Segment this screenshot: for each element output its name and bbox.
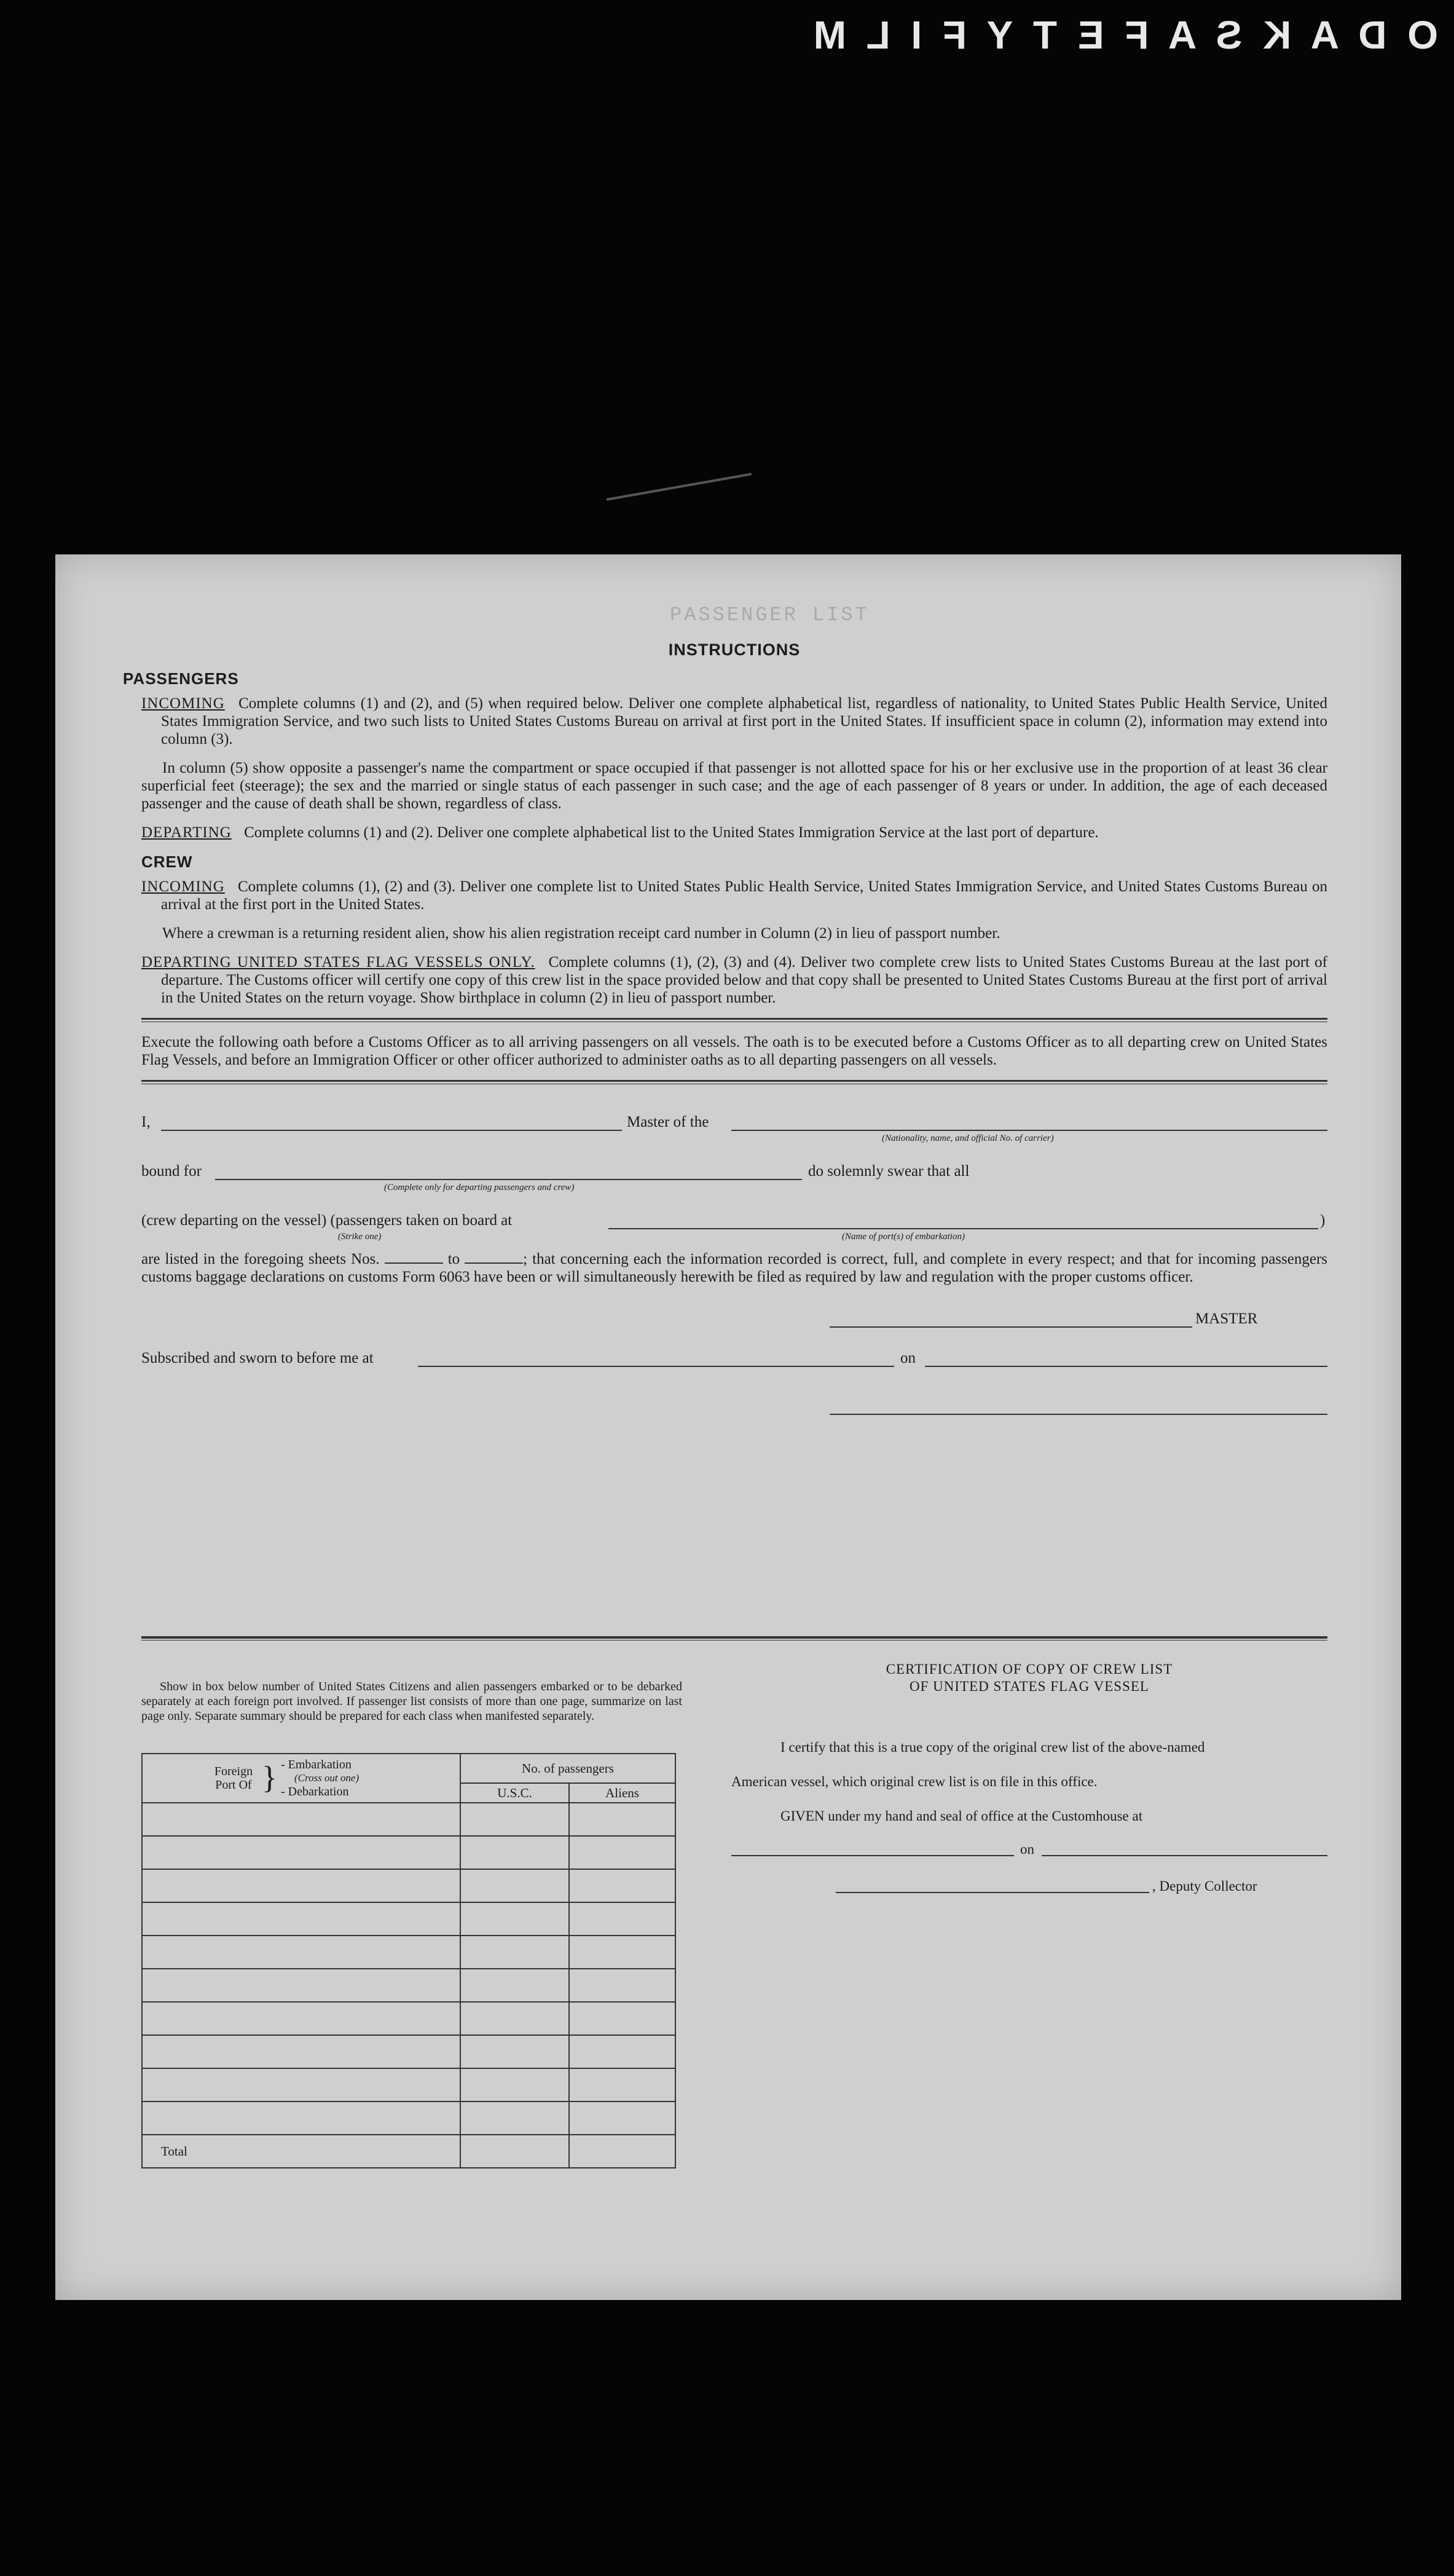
foreign-port-label: Foreign Port Of [214, 1765, 253, 1792]
embarkation-line [141, 1212, 1327, 1248]
film-scratch [606, 473, 752, 501]
i-label: I, [141, 1114, 151, 1130]
subscribed-line [141, 1350, 1327, 1385]
bound-for-field[interactable] [215, 1179, 802, 1180]
cross-out-label: (Cross out one) [294, 1772, 360, 1784]
cert-on-label: on [1020, 1841, 1034, 1857]
solemnly-swear-label: do solemnly swear that all [808, 1163, 970, 1180]
usc-header: U.S.C. [460, 1783, 569, 1803]
master-of-label: Master of the [627, 1114, 709, 1130]
sheets-paragraph [141, 1250, 1327, 1286]
master-name-field[interactable] [161, 1130, 622, 1131]
american-vessel-text: American vessel, which original crew list is on file in this office. [731, 1774, 1098, 1789]
table-row [142, 1836, 675, 1869]
sworn-date-field[interactable] [925, 1366, 1327, 1367]
table-row [142, 2101, 675, 2135]
deputy-collector-label: , Deputy Collector [1152, 1878, 1257, 1894]
embarkation-label: - Embarkation [280, 1758, 352, 1771]
sheet-to-field[interactable] [465, 1262, 523, 1264]
table-row [142, 1936, 675, 1969]
ports-hint: (Name of port(s) of embarkation) [842, 1232, 965, 1242]
document-page [55, 554, 1401, 2300]
table-row [142, 1969, 675, 2002]
crew-heading: CREW [141, 853, 193, 871]
bound-for-line [141, 1163, 1327, 1199]
master-line [141, 1114, 1327, 1149]
subscribed-label: Subscribed and sworn to before me at [141, 1350, 374, 1366]
master-label: MASTER [1195, 1310, 1258, 1327]
section-divider [141, 1080, 1327, 1084]
bleed-through-text: PASSENGER LIST [670, 604, 870, 626]
lower-divider [141, 1636, 1327, 1641]
crew-incoming-text: Complete columns (1), (2) and (3). Deliver one complete list to United States Public Health Service, United States Immigration Service, and United States Customs Bureau on arrival at the first port in the United States. [161, 878, 1327, 913]
sheets-text: ; that concerning each the information recorded is correct, full, and complete in every respect; and that for incoming passengers customs baggage declarations on customs Form 6063 have been or will simultaneously herewith be filed as required by law and regulation with the proper customs officer. [141, 1251, 1328, 1285]
total-row [142, 2135, 675, 2168]
bound-for-label: bound for [141, 1163, 202, 1180]
crew-passengers-label: (crew departing on the vessel) (passengers taken on board at [141, 1212, 513, 1229]
passengers-incoming-paragraph [141, 695, 1327, 748]
aliens-header: Aliens [569, 1783, 675, 1803]
oath-instructions: Execute the following oath before a Customs Officer as to all arriving passengers on all vessels. The oath is to be executed before a Customs Officer as to all departing crew on United States Flag Vessels, and before an Immigration Officer or other officer authorized to administer oaths as to all departing passengers on all vessels. [141, 1034, 1327, 1068]
close-paren: ) [1320, 1212, 1326, 1229]
total-label: Total [142, 2135, 460, 2168]
total-aliens-cell[interactable] [569, 2135, 675, 2168]
crew-incoming-paragraph [141, 878, 1327, 913]
deputy-collector-line [731, 1878, 1327, 1915]
embarkation-ports-field[interactable] [608, 1228, 1318, 1229]
table-row [142, 1869, 675, 1902]
table-row [142, 2002, 675, 2035]
sworn-place-field[interactable] [418, 1366, 894, 1367]
passengers-incoming-lead: INCOMING [141, 695, 225, 712]
foreign-port-header [142, 1754, 460, 1803]
crew-incoming-lead: INCOMING [141, 878, 225, 895]
table-row [142, 2068, 675, 2101]
sworn-on-label: on [900, 1350, 916, 1366]
bound-for-hint: (Complete only for departing passengers and crew) [384, 1183, 575, 1192]
strike-one-hint: (Strike one) [338, 1232, 382, 1242]
debarkation-label: - Debarkation [280, 1785, 349, 1798]
passengers-departing-paragraph [141, 824, 1327, 841]
officer-signature-line [141, 1398, 1327, 1433]
customhouse-date-field[interactable] [1042, 1855, 1327, 1856]
sheet-from-field[interactable] [385, 1262, 443, 1264]
no-of-passengers-header: No. of passengers [460, 1754, 675, 1783]
film-edge-text: O D A K S A F E T Y F I L M [808, 13, 1438, 57]
crew-returning-paragraph: Where a crewman is a returning resident alien, show his alien registration receipt card number in Column (2) in lieu of passport number. [162, 925, 1000, 942]
summary-instructions: Show in box below number of United States Citizens and alien passengers embarked or to be debarked separately at each foreign port involved. If passenger list consists of more than one page, summarize on last page only. Separate summary should be prepared for each class when manifested separately. [141, 1680, 682, 1723]
certification-title-line2: OF UNITED STATES FLAG VESSEL [910, 1679, 1149, 1694]
customhouse-line [731, 1841, 1327, 1878]
certification-title-line1: CERTIFICATION OF COPY OF CREW LIST [886, 1661, 1173, 1677]
passengers-incoming-text: Complete columns (1) and (2), and (5) when required below. Deliver one complete alphabetical list, regardless of nationality, to United States Public Health Service, United States Immigration Service, and two such lists to United States Customs Bureau on arrival at first port in the United States. If insufficient space in column (2), information may extend into column (3). [161, 695, 1328, 747]
table-row [142, 2035, 675, 2068]
passenger-summary-table [141, 1753, 676, 2168]
passengers-departing-lead: DEPARTING [141, 824, 232, 841]
table-row [142, 1803, 675, 1836]
certify-text: I certify that this is a true copy of the original crew list of the above-named [780, 1739, 1205, 1755]
film-edge-marking [0, 0, 1454, 68]
passengers-heading: PASSENGERS [123, 669, 239, 688]
page-title: INSTRUCTIONS [668, 640, 801, 659]
master-signature-line [141, 1310, 1327, 1346]
crew-flag-vessels-text: Complete columns (1), (2), (3) and (4). Deliver two complete crew lists to United States Customs Bureau at the last port of departure. The Customs officer will certify one copy of this crew list in the space provided below and that copy shall be presented to United States Customs Bureau at the first port of arrival in the United States on the return voyage. Show birthplace in column (2) in lieu of passport number. [161, 954, 1328, 1006]
given-text: GIVEN under my hand and seal of office at the Customhouse at [780, 1808, 1143, 1824]
crew-list-certification [731, 1661, 1327, 1915]
column5-paragraph: In column (5) show opposite a passenger's name the compartment or space occupied if that passenger is not allotted space for his or her exclusive use in the proportion of at least 36 clear superficial feet (steerage); the sex and the married or single status of each passenger in such case; and the age of each passenger of 8 years or under. In addition, the age of each deceased passenger and the cause of death shall be shown, regardless of class. [141, 760, 1327, 812]
crew-flag-vessels-lead: DEPARTING UNITED STATES FLAG VESSELS ONLY. [141, 954, 535, 971]
summary-and-certification [141, 1636, 1327, 2214]
crew-flag-vessels-paragraph [141, 953, 1327, 1007]
instructions-section [123, 640, 1328, 1433]
to-label: to [447, 1251, 460, 1267]
sheets-lead: are listed in the foregoing sheets Nos. [141, 1251, 380, 1267]
carrier-field[interactable] [731, 1130, 1327, 1131]
section-divider [141, 1018, 1327, 1022]
nationality-hint: (Nationality, name, and official No. of carrier) [882, 1133, 1054, 1143]
certification-title [731, 1661, 1327, 1695]
officer-signature-field[interactable] [830, 1414, 1327, 1415]
brace-glyph: } [262, 1760, 277, 1795]
table-row [142, 1902, 675, 1936]
passengers-departing-text: Complete columns (1) and (2). Deliver one complete alphabetical list to the United States Immigration Service at the last port of departure. [244, 824, 1099, 841]
total-usc-cell[interactable] [460, 2135, 569, 2168]
customhouse-place-field[interactable] [731, 1855, 1014, 1856]
deputy-collector-signature-field[interactable] [836, 1892, 1149, 1893]
master-signature-field[interactable] [830, 1326, 1192, 1328]
